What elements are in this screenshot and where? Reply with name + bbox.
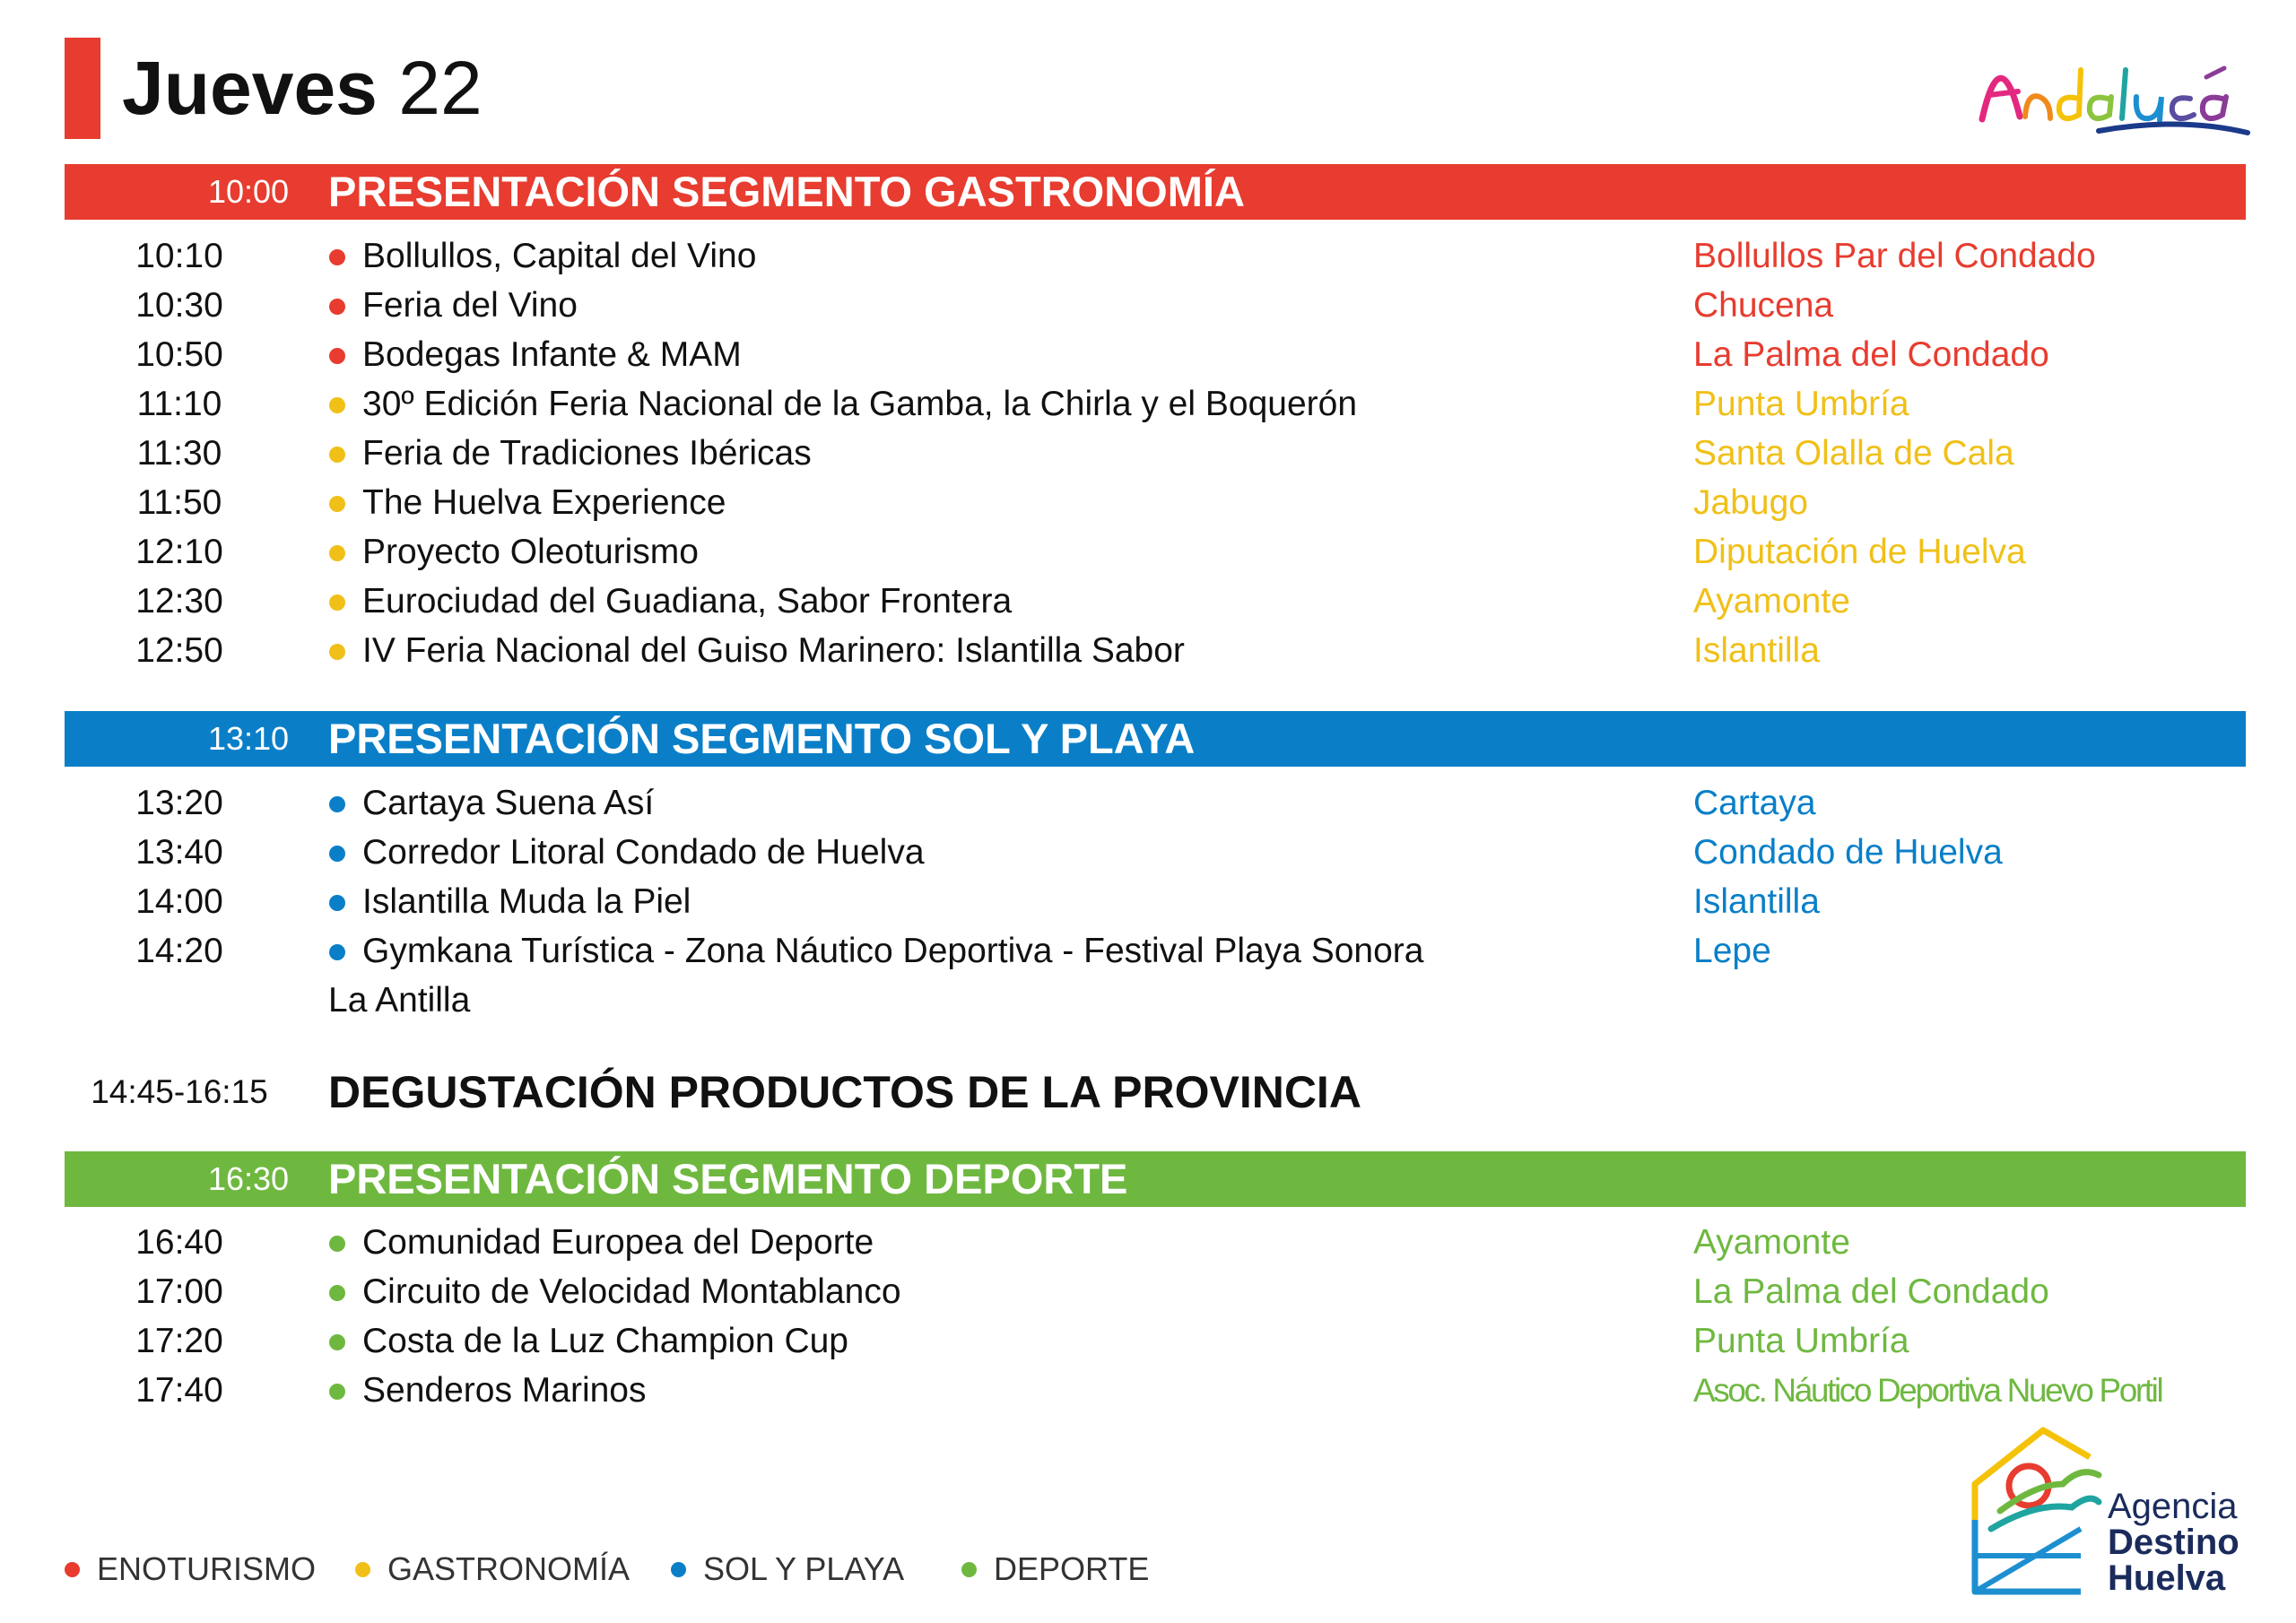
segment-title: PRESENTACIÓN SEGMENTO SOL Y PLAYA [328,715,1196,762]
legend-dot-icon [671,1562,686,1577]
row-name: Gymkana Turística - Zona Náutico Deportiva - Festival Playa Sonora [362,932,1424,970]
row-name: Comunidad Europea del Deporte [362,1223,874,1262]
category-dot-icon [329,496,345,512]
row-name: Senderos Marinos [362,1371,647,1410]
category-dot-icon [329,1236,345,1252]
agency-name [2108,1488,2287,1596]
row-place: Condado de Huelva [1693,833,2003,872]
segment-header-sol-y-playa [65,711,2246,767]
schedule-row [0,429,2296,478]
category-dot-icon [329,447,345,463]
schedule-row [0,478,2296,527]
row-name: Circuito de Velocidad Montablanco [362,1272,901,1311]
segment-time: 10:00 [207,173,290,210]
category-dot-icon [329,1384,345,1400]
category-dot-icon [329,595,345,611]
schedule-row [0,1316,2296,1366]
row-name: 30º Edición Feria Nacional de la Gamba, la Chirla y el Boquerón [362,385,1358,423]
legend-dot-icon [961,1562,977,1577]
row-place: Ayamonte [1693,1223,1850,1262]
legend-label: ENOTURISMO [97,1550,317,1587]
row-place: Chucena [1693,286,1834,325]
row-name: Feria de Tradiciones Ibéricas [362,434,812,473]
schedule-row [0,778,2296,828]
row-time: 11:10 [136,385,222,423]
row-place: Ayamonte [1693,582,1850,621]
segment-header-deporte [65,1151,2246,1207]
schedule-row [0,1267,2296,1316]
row-place: Diputación de Huelva [1693,533,2026,571]
row-place: La Palma del Condado [1693,335,2049,374]
row-place: Punta Umbría [1693,1322,1909,1360]
title-day: Jueves [122,46,378,130]
row-place: Punta Umbría [1693,385,1909,423]
category-dot-icon [329,796,345,812]
row-place: Islantilla [1693,631,1820,670]
schedule-row [0,330,2296,379]
schedule-row [0,1218,2296,1267]
row-name: Bodegas Infante & MAM [362,335,742,374]
row-time: 10:30 [135,286,223,325]
row-time: 12:50 [135,631,223,670]
legend-dot-icon [355,1562,370,1577]
row-name: Bollullos, Capital del Vino [362,237,757,275]
row-time: 13:40 [135,833,223,872]
segment-time: 13:10 [207,720,290,757]
page-title [122,38,483,139]
agency-line-1: Agencia [2108,1487,2238,1526]
row-name: Cartaya Suena Así [362,784,655,822]
row-time: 12:30 [135,582,223,621]
row-name: IV Feria Nacional del Guiso Marinero: Islantilla Sabor [362,631,1185,670]
row-name: Costa de la Luz Champion Cup [362,1322,848,1360]
row-place: La Palma del Condado [1693,1272,2049,1311]
schedule-row [0,231,2296,281]
schedule-row [0,926,2296,1020]
row-name: The Huelva Experience [362,483,726,522]
tasting-row [0,1063,2296,1122]
segment-header-gastronomia [65,164,2246,220]
row-time: 17:40 [135,1371,223,1410]
category-dot-icon [329,644,345,660]
schedule-row [0,281,2296,330]
row-time: 12:10 [135,533,223,571]
segment-time: 16:30 [207,1160,290,1197]
row-time: 13:20 [135,784,223,822]
category-dot-icon [329,249,345,265]
schedule-row [0,626,2296,675]
row-time: 10:10 [135,237,223,275]
schedule-row [0,379,2296,429]
row-time: 14:00 [135,882,223,921]
andalucia-logo [1964,43,2251,142]
schedule-row [0,577,2296,626]
row-place: Lepe [1693,932,1771,970]
category-dot-icon [329,895,345,911]
schedule-row [0,527,2296,577]
row-place: Islantilla [1693,882,1820,921]
row-name: Corredor Litoral Condado de Huelva [362,833,925,872]
legend-label: DEPORTE [994,1550,1150,1587]
schedule-row [0,828,2296,877]
row-time: 11:30 [136,434,222,473]
row-place: Jabugo [1693,483,1808,522]
row-time: 14:20 [135,932,223,970]
schedule-row [0,877,2296,926]
row-time: 11:50 [136,483,222,522]
category-dot-icon [329,545,345,561]
title-accent-bar [65,38,100,139]
tasting-title: DEGUSTACIÓN PRODUCTOS DE LA PROVINCIA [328,1067,1361,1117]
category-dot-icon [329,1285,345,1301]
agency-line-2: Destino [2108,1523,2239,1562]
row-place: Asoc. Náutico Deportiva Nuevo Portil [1693,1372,2162,1409]
row-time: 16:40 [135,1223,223,1262]
row-time: 17:00 [135,1272,223,1311]
schedule-row [0,1366,2296,1415]
row-name: Eurociudad del Guadiana, Sabor Frontera [362,582,1013,621]
category-dot-icon [329,846,345,862]
row-place: Cartaya [1693,784,1816,822]
row-place: Santa Olalla de Cala [1693,434,2014,473]
category-dot-icon [329,1334,345,1350]
category-dot-icon [329,397,345,413]
row-time: 17:20 [135,1322,223,1360]
segment-title: PRESENTACIÓN SEGMENTO DEPORTE [328,1155,1128,1202]
legend-label: SOL Y PLAYA [703,1550,905,1587]
legend-dot-icon [65,1562,80,1577]
row-name: Feria del Vino [362,286,578,325]
row-name: Islantilla Muda la Piel [362,882,691,921]
agency-line-3: Huelva [2108,1558,2226,1598]
row-place: Bollullos Par del Condado [1693,237,2096,275]
category-dot-icon [329,299,345,315]
segment-title: PRESENTACIÓN SEGMENTO GASTRONOMÍA [328,168,1245,215]
row-name-continuation: La Antilla [328,981,471,1020]
legend-label: GASTRONOMÍA [387,1550,631,1587]
row-name: Proyecto Oleoturismo [362,533,699,571]
title-date: 22 [398,46,483,130]
category-dot-icon [329,348,345,364]
row-time: 10:50 [135,335,223,374]
tasting-time: 14:45-16:15 [91,1073,268,1110]
category-dot-icon [329,944,345,960]
